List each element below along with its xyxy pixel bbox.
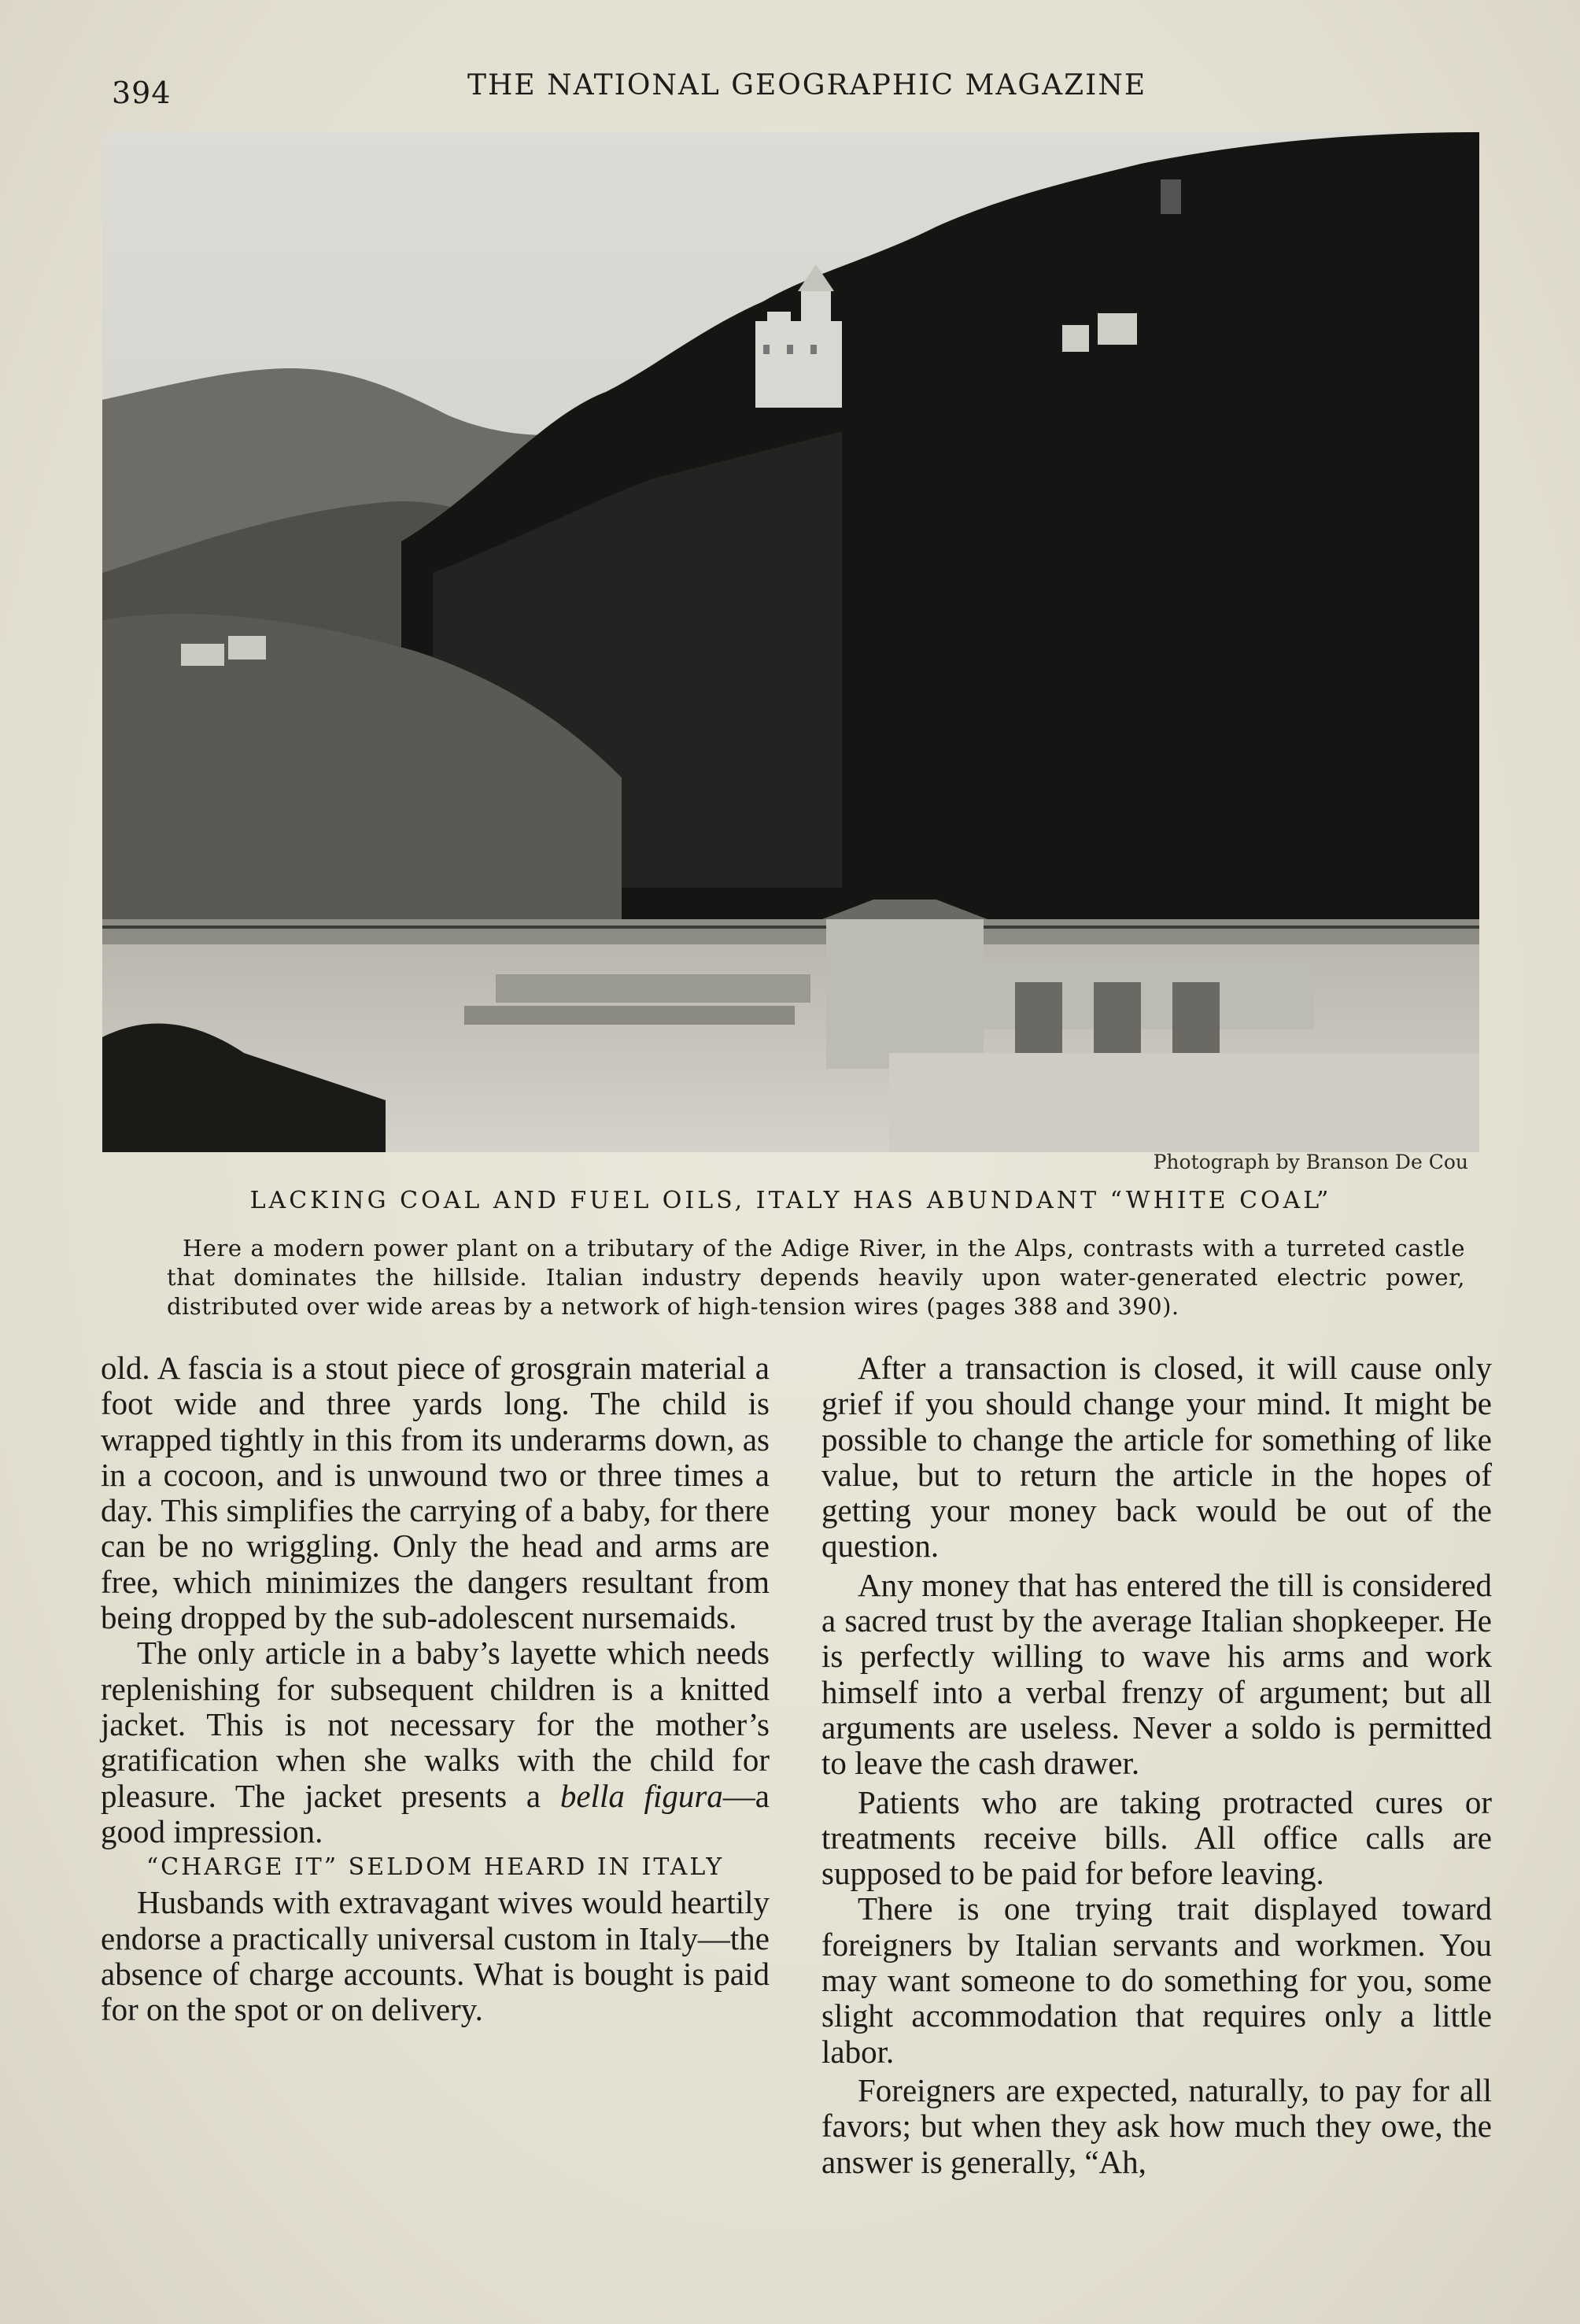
rail-embankment: [102, 919, 1479, 944]
page-number: 394: [112, 76, 172, 110]
rail-line: [102, 926, 1479, 929]
right-paragraph-5: Foreigners are expected, naturally, to pay for all favors; but when they ask how much they owe, the answer is generally, “Ah,: [821, 2071, 1492, 2180]
right-paragraph-1: After a transaction is closed, it will cause only grief if you should change your mind. It might be possible to change the article for something of like value, but to return the article in the hopes of getting your money back would be out of the question.: [821, 1350, 1492, 1565]
right-paragraph-4: There is one trying trait displayed toward foreigners by Italian servants and workmen. You may want someone to do something for you, some slight accommodation that requires only a little labor.: [821, 1890, 1492, 2070]
caption-title: LACKING COAL AND FUEL OILS, ITALY HAS ABUNDANT “WHITE COAL”: [249, 1187, 1332, 1214]
left-paragraph-2-end: —a good impression.: [101, 1777, 770, 1849]
left-paragraph-1: old. A fascia is a stout piece of grosgrain material a foot wide and three yards long. The child is wrapped tightly in this from its underarms down, as in a cocoon, and is unwound two or three times a day. This simplifies the carrying of a baby, for there can be no wriggling. Only the head and arms are free, which minimizes the dangers resultant from being dropped by the sub-adolescent nursemaids.: [101, 1350, 770, 1636]
right-paragraph-2: Any money that has entered the till is considered a sacred trust by the average Italian shopkeeper. He is perfectly willing to wave his arms and work himself into a verbal frenzy of argument; but all arguments are useless. Never a soldo is permitted to leave the cash drawer.: [821, 1566, 1492, 1782]
caption-text: [167, 1234, 1465, 1321]
section-heading: “CHARGE IT” SELDOM HEARD IN ITALY: [146, 1853, 725, 1882]
left-paragraph-2-start: The only article in a baby’s layette which needs replenishing for subsequent children is a knitted jacket. This is not necessary for the mother’s gratification when she walks with the child for pleasure. The jacket presents a: [101, 1635, 770, 1814]
photograph-castle-power-plant: [102, 132, 1479, 1152]
landscape-photo-illustration: [102, 132, 1479, 1152]
italic-phrase: bella figura: [559, 1777, 723, 1814]
left-column: [101, 1350, 770, 2028]
caption-paragraph: Here a modern power plant on a tributary of the Adige River, in the Alps, contrasts with a turreted castle that dominates the hillside. Italian industry depends heavily upon water-generated electric power, distributed over wide areas by a network of high-tension wires (pages 388 and 390).: [167, 1235, 1465, 1320]
running-head: THE NATIONAL GEOGRAPHIC MAGAZINE: [467, 69, 1147, 102]
left-paragraph-3: Husbands with extravagant wives would heartily endorse a practically universal custom in Italy—the absence of charge accounts. What is bought is paid for on the spot or on delivery.: [101, 1884, 770, 2028]
photo-credit: Photograph by Branson De Cou: [1153, 1151, 1468, 1173]
left-paragraph-2: [101, 1635, 770, 1849]
river-bank: [889, 1053, 1479, 1152]
right-paragraph-3: Patients who are taking protracted cures or treatments receive bills. All office calls are supposed to be paid for before leaving.: [821, 1783, 1492, 1892]
weir-dam: [464, 974, 810, 1025]
right-column: [821, 1350, 1492, 2180]
